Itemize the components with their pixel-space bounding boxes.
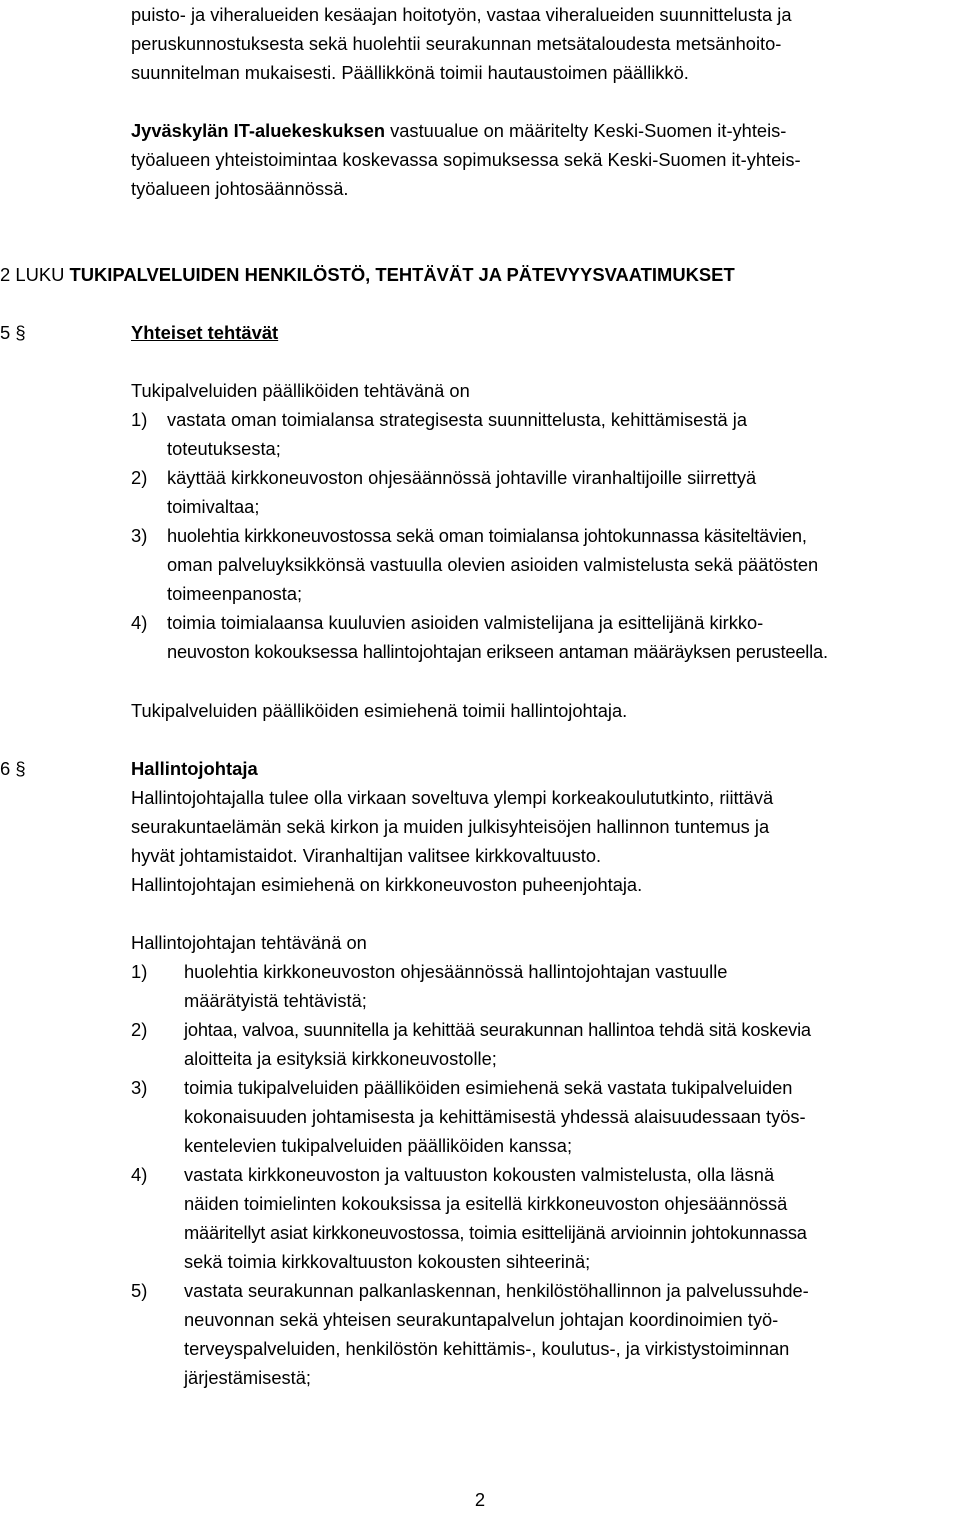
list-number: 3) [131, 525, 148, 546]
it-center-text: vastuualue on määritelty Keski-Suomen it-yhteis- [385, 120, 787, 141]
list-number: 2) [131, 1019, 148, 1040]
list-number: 3) [131, 1077, 148, 1098]
it-center-name: Jyväskylän IT-aluekeskuksen [131, 120, 386, 141]
para-line: Hallintojohtajalla tulee olla virkaan soveltuva ylempi korkeakoulututkinto, riittävä [131, 787, 774, 808]
list-line: terveyspalveluiden, henkilöstön kehittämis-, koulutus-, ja virkistystoiminnan [184, 1338, 790, 1359]
intro-line: peruskunnostuksesta sekä huolehtii seurakunnan metsätaloudesta metsänhoito- [131, 33, 782, 54]
closing-line: Tukipalveluiden päälliköiden esimiehenä toimii hallintojohtaja. [131, 700, 628, 721]
list-line: sekä toimia kirkkovaltuuston kokousten sihteerinä; [184, 1251, 591, 1272]
section-intro: Hallintojohtajan tehtävänä on [131, 932, 367, 953]
list-line: näiden toimielinten kokouksissa ja esitellä kirkkoneuvoston ohjesäännössä [184, 1193, 788, 1214]
section-6-heading [0, 754, 26, 783]
section-6-title-wrap [131, 754, 258, 783]
list-line: toteutuksesta; [167, 438, 281, 459]
section-5-heading [0, 318, 26, 347]
section-intro: Tukipalveluiden päälliköiden tehtävänä on [131, 380, 470, 401]
list-number: 4) [131, 612, 148, 633]
chapter-heading [0, 260, 735, 289]
list-line: vastata oman toimialansa strategisesta suunnittelusta, kehittämisestä ja [167, 409, 748, 430]
it-center-line: työalueen yhteistoimintaa koskevassa sopimuksessa sekä Keski-Suomen it-yhteis- [131, 149, 801, 170]
list-line: aloitteita ja esityksiä kirkkoneuvostolle; [184, 1048, 497, 1069]
list-line: vastata seurakunnan palkanlaskennan, henkilöstöhallinnon ja palvelussuhde- [184, 1280, 809, 1301]
para-line: hyvät johtamistaidot. Viranhaltijan valitsee kirkkovaltuusto. [131, 845, 602, 866]
section-number: 6 § [0, 758, 26, 779]
list-item [131, 1015, 960, 1073]
list-line: kentelevien tukipalveluiden päälliköiden kanssa; [184, 1135, 573, 1156]
list-item [131, 608, 960, 666]
list-line: huolehtia kirkkoneuvoston ohjesäännössä hallintojohtajan vastuulle [184, 961, 728, 982]
list-line: vastata kirkkoneuvoston ja valtuuston kokousten valmistelusta, olla läsnä [184, 1164, 775, 1185]
list-line: toimia toimialaansa kuuluvien asioiden valmistelijana ja esittelijänä kirkko- [167, 612, 764, 633]
section-5-body [0, 376, 960, 666]
list-line: määrätyistä tehtävistä; [184, 990, 367, 1011]
para-line: Hallintojohtajan esimiehenä on kirkkoneuvoston puheenjohtaja. [131, 874, 643, 895]
list-line: kokonaisuuden johtamisesta ja kehittämisestä yhdessä alaisuudessaan työs- [184, 1106, 806, 1127]
list-item [131, 957, 960, 1015]
section-5-closing [0, 696, 960, 725]
intro-line: suunnitelman mukaisesti. Päällikkönä toimii hautaustoimen päällikkö. [131, 62, 689, 83]
list-line: toimivaltaa; [167, 496, 260, 517]
chapter-title: TUKIPALVELUIDEN HENKILÖSTÖ, TEHTÄVÄT JA PÄTEVYYSVAATIMUKSET [69, 264, 735, 285]
it-center-line [131, 116, 955, 145]
it-center-paragraph [0, 116, 960, 203]
para-line: seurakuntaelämän sekä kirkon ja muiden julkisyhteisöjen hallinnon tuntemus ja [131, 816, 770, 837]
list-item [131, 1160, 960, 1276]
intro-line: puisto- ja viheralueiden kesäajan hoitotyön, vastaa viheralueiden suunnittelusta ja [131, 4, 792, 25]
section-title: Hallintojohtaja [131, 758, 258, 779]
section-title: Yhteiset tehtävät [131, 322, 279, 343]
list-number: 1) [131, 409, 148, 430]
list-number: 1) [131, 961, 148, 982]
section-6-body [0, 928, 960, 1392]
list-item [131, 521, 960, 608]
list-line: neuvonnan sekä yhteisen seurakuntapalvelun johtajan koordinoimien työ- [184, 1309, 779, 1330]
list-line: huolehtia kirkkoneuvostossa sekä oman toimialansa johtokunnassa käsiteltävien, [167, 525, 807, 546]
it-center-line: työalueen johtosäännössä. [131, 178, 349, 199]
list-line: käyttää kirkkoneuvoston ohjesäännössä johtaville viranhaltijoille siirrettyä [167, 467, 757, 488]
list-item [131, 405, 960, 463]
list-line: määritellyt asiat kirkkoneuvostossa, toimia esittelijänä arvioinnin johtokunnassa [184, 1222, 807, 1243]
list-number: 4) [131, 1164, 148, 1185]
page-number: 2 [474, 1489, 486, 1510]
list-item [131, 1073, 960, 1160]
list-line: johtaa, valvoa, suunnitella ja kehittää seurakunnan hallintoa tehdä sitä koskevia [184, 1019, 811, 1040]
list-number: 2) [131, 467, 148, 488]
list-line: neuvoston kokouksessa hallintojohtajan erikseen antaman määräyksen perusteella. [167, 641, 828, 662]
list-item [131, 1276, 960, 1392]
section-5-title-wrap [131, 318, 278, 347]
section-number: 5 § [0, 322, 26, 343]
list-line: järjestämisestä; [184, 1367, 311, 1388]
list-line: toimeenpanosta; [167, 583, 303, 604]
list-line: toimia tukipalveluiden päälliköiden esimiehenä sekä vastata tukipalveluiden [184, 1077, 793, 1098]
chapter-prefix: 2 LUKU [0, 264, 70, 285]
intro-paragraph [0, 0, 960, 87]
section-6-paragraph [0, 783, 960, 899]
list-item [131, 463, 960, 521]
list-line: oman palveluyksikkönsä vastuulla olevien asioiden valmistelusta sekä päätösten [167, 554, 819, 575]
list-number: 5) [131, 1280, 148, 1301]
